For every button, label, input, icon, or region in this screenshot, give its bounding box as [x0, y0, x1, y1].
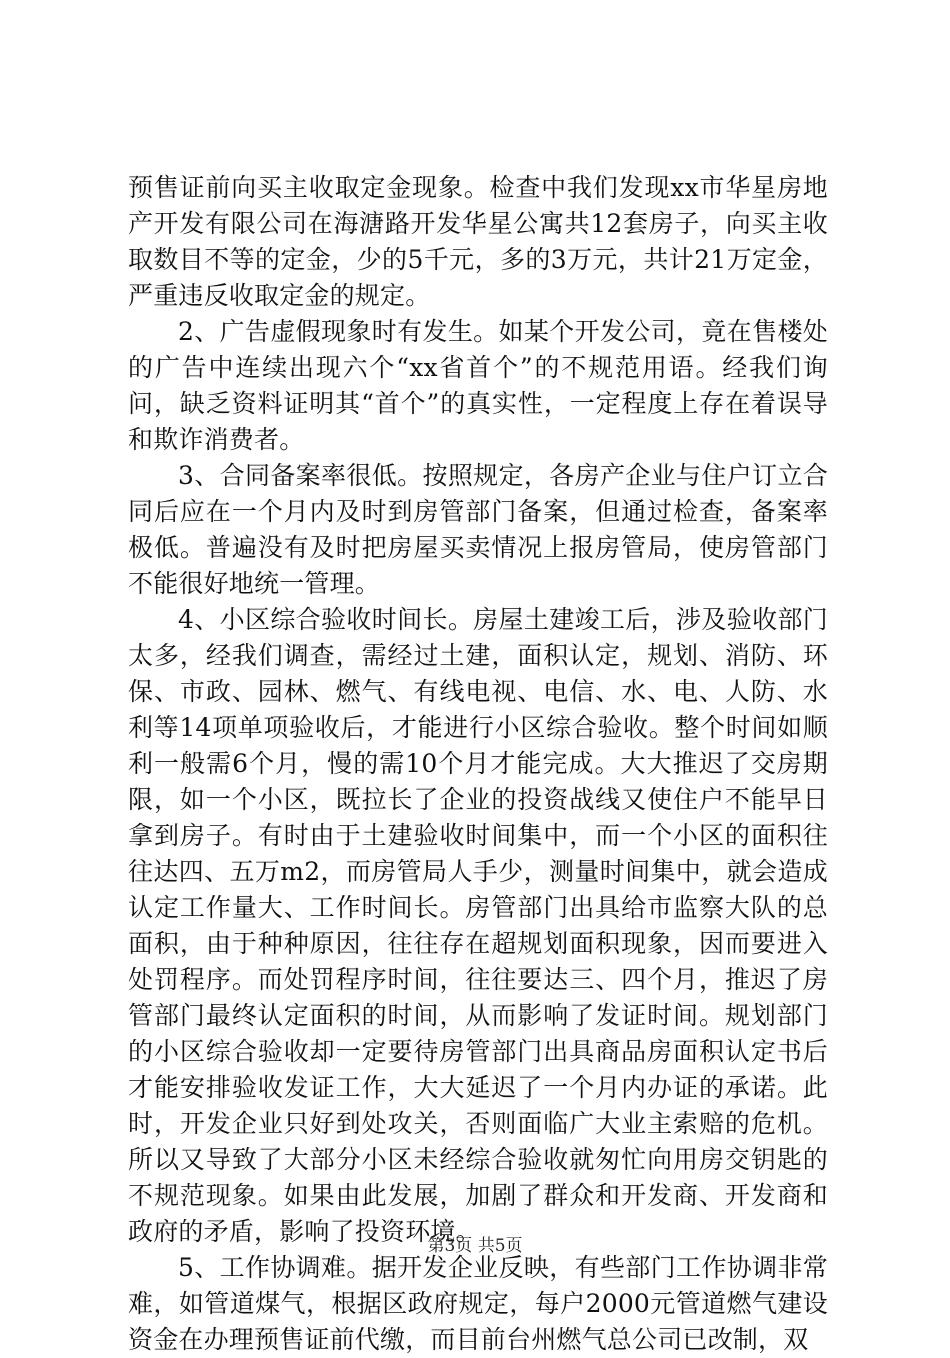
paragraph-5: 5、工作协调难。据开发企业反映，有些部门工作协调非常难，如管道煤气，根据区政府规定，每户2000元管道燃气建设资金在办理预售证前代缴，而目前台州燃气总公司已改制，双 [128, 1253, 828, 1354]
paragraph-4: 4、小区综合验收时间长。房屋土建竣工后，涉及验收部门太多，经我们调查，需经过土建，面积认定，规划、消防、环保、市政、园林、燃气、有线电视、电信、水、电、人防、水利等14项单项验收后，才能进行小区综合验收。整个时间如顺利一般需6个月，慢的需10个月才能完成。大大推迟了交房期限，如一个小区，既拉长了企业的投资战线又使住户不能早日拿到房子。有时由于土建验收时间集中，而一个小区的面积往往达四、五万m2，而房管局人手少，测量时间集中，就会造成认定工作量大、工作时间长。房管部门出具给市监察大队的总面积，由于种种原因，往往存在超规划面积现象，因而要进入处罚程序。而处罚程序时间，往往要达三、四个月，推迟了房管部门最终认定面积的时间，从而影响了发证时间。规划部门的小区综合验收却一定要待房管部门出具商品房面积认定书后才能安排验收发证工作，大大延迟了一个月内办证的承诺。此时，开发企业只好到处攻关，否则面临广大业主索赔的危机。所以又导致了大部分小区未经综合验收就匆忙向用房交钥匙的不规范现象。如果由此发展，加剧了群众和开发商、开发商和政府的矛盾，影响了投资环境。 [128, 605, 828, 1246]
document-body [128, 170, 828, 1358]
paragraph-2: 2、广告虚假现象时有发生。如某个开发公司，竟在售楼处的广告中连续出现六个“xx省首个”的不规范用语。经我们询问，缺乏资料证明其“首个”的真实性，一定程度上存在着误导和欺诈消费者。 [128, 317, 828, 454]
paragraph-3: 3、合同备案率很低。按照规定，各房产企业与住户订立合同后应在一个月内及时到房管部门备案，但通过检查，备案率极低。普遍没有及时把房屋买卖情况上报房管局，使房管部门不能很好地统一管理。 [128, 461, 828, 598]
page-number-footer: 第3页 共5页 [427, 1236, 523, 1256]
paragraph-1: 预售证前向买主收取定金现象。检查中我们发现xx市华星房地产开发有限公司在海溏路开发华星公寓共12套房子，向买主收取数目不等的定金，少的5千元，多的3万元，共计21万定金，严重违反收取定金的规定。 [128, 173, 828, 310]
